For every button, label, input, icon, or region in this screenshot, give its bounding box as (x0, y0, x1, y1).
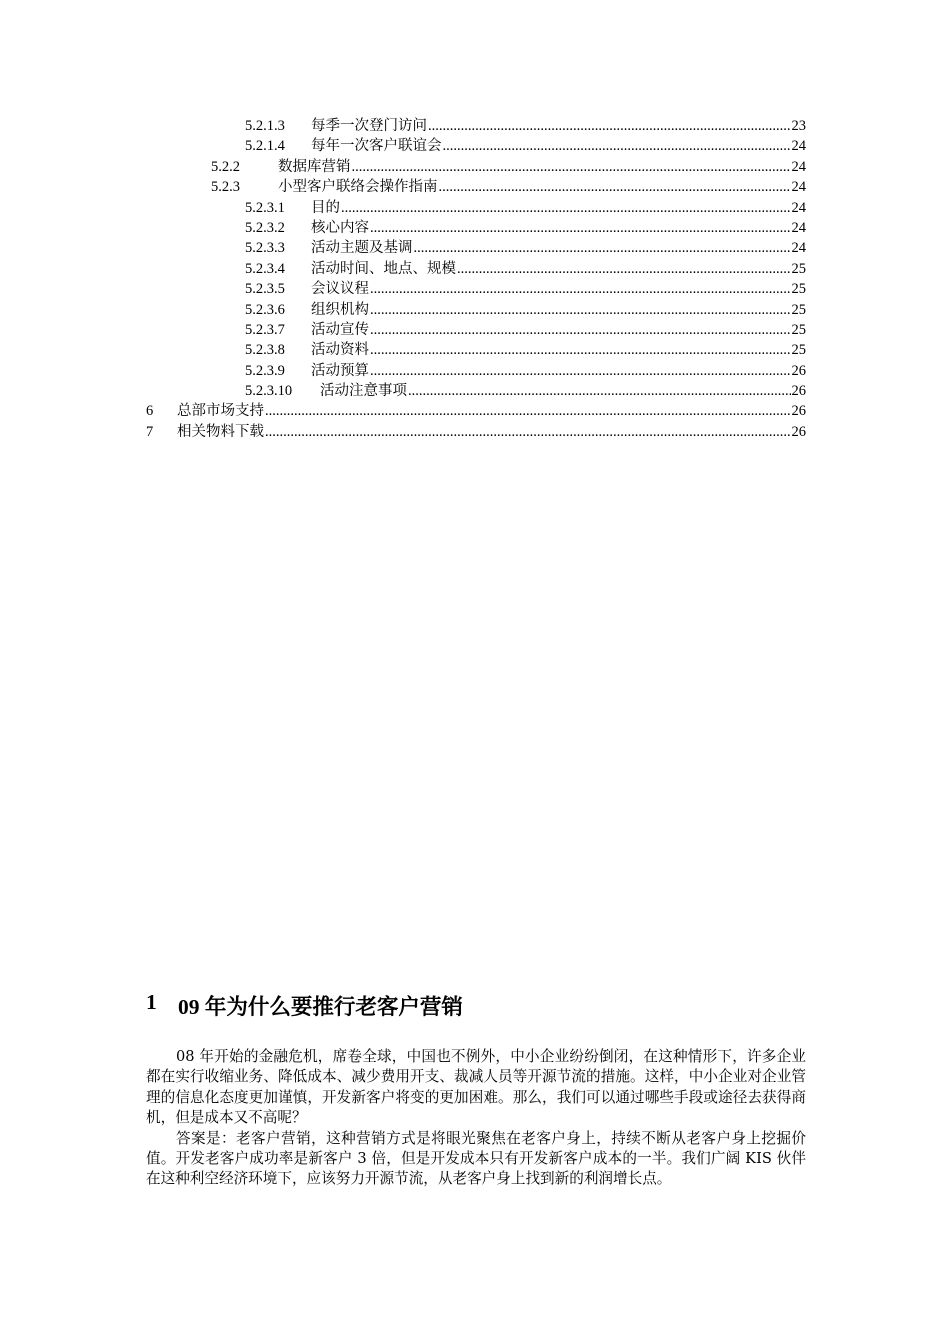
toc-entry[interactable] (0, 136, 806, 156)
toc-number: 6 (146, 403, 154, 420)
toc-leader (414, 238, 791, 258)
toc-entry[interactable] (0, 238, 806, 258)
toc-leader (370, 361, 791, 381)
toc-leader (439, 177, 791, 197)
toc-leader (443, 136, 791, 156)
toc-entry[interactable] (0, 198, 806, 218)
toc-title: 组织机构 (311, 301, 369, 318)
table-of-contents (0, 116, 950, 442)
paragraph: 答案是：老客户营销，这种营销方式是将眼光聚焦在老客户身上，持续不断从老客户身上挖掘价值。开发老客户成功率是新客户 3 倍，但是开发成本只有开发新客户成本的一半。我们广阔 KIS 伙伴在这种利空经济环境下，应该努力开源节流，从老客户身上找到新的利润增长点。 (146, 1129, 806, 1188)
section-heading (146, 990, 463, 1021)
toc-entry[interactable] (0, 381, 806, 401)
toc-number: 5.2.3 (211, 179, 240, 196)
toc-number: 5.2.3.2 (245, 219, 285, 236)
toc-number: 5.2.2 (211, 158, 240, 175)
toc-number: 5.2.1.3 (245, 118, 285, 134)
toc-number: 5.2.3.3 (245, 240, 285, 257)
toc-title: 目的 (311, 199, 340, 216)
toc-number: 5.2.3.9 (245, 362, 285, 379)
toc-page-number: 26 (791, 362, 806, 379)
toc-title: 核心内容 (311, 219, 369, 236)
toc-page-number: 26 (791, 423, 806, 440)
toc-title: 活动预算 (311, 362, 369, 379)
toc-leader (265, 422, 791, 442)
toc-title: 活动注意事项 (320, 383, 407, 400)
toc-leader (457, 259, 791, 279)
toc-page-number: 24 (791, 138, 806, 155)
toc-entry[interactable] (0, 157, 806, 177)
toc-page-number: 26 (791, 383, 806, 400)
toc-page-number: 24 (791, 240, 806, 257)
toc-leader (341, 198, 791, 218)
toc-entry[interactable] (0, 361, 806, 381)
toc-entry[interactable] (0, 259, 806, 279)
toc-number: 5.2.3.7 (245, 321, 285, 338)
section-title: 09 年为什么要推行老客户营销 (178, 995, 463, 1019)
toc-number: 5.2.3.4 (245, 260, 285, 277)
toc-leader (370, 218, 791, 238)
toc-page-number: 25 (791, 260, 806, 277)
toc-leader (428, 116, 791, 136)
toc-title: 每季一次登门访问 (311, 118, 427, 134)
section-body (146, 1047, 806, 1190)
toc-leader (408, 381, 791, 401)
toc-page-number: 24 (791, 179, 806, 196)
toc-page-number: 25 (791, 342, 806, 359)
toc-leader (265, 401, 791, 421)
toc-entry[interactable] (0, 116, 806, 136)
toc-entry[interactable] (0, 320, 806, 340)
toc-title: 总部市场支持 (177, 403, 264, 420)
toc-page-number: 25 (791, 281, 806, 298)
section-number: 1 (146, 990, 157, 1014)
toc-entry[interactable] (0, 218, 806, 238)
toc-page-number: 24 (791, 158, 806, 175)
toc-number: 5.2.3.1 (245, 199, 285, 216)
toc-entry[interactable] (0, 340, 806, 360)
toc-title: 活动时间、地点、规模 (311, 260, 456, 277)
toc-page-number: 25 (791, 321, 806, 338)
toc-page-number: 24 (791, 219, 806, 236)
toc-leader (370, 340, 791, 360)
toc-leader (370, 320, 791, 340)
toc-leader (352, 157, 791, 177)
toc-title: 相关物料下载 (177, 423, 264, 440)
toc-number: 5.2.3.10 (245, 383, 293, 400)
toc-leader (370, 300, 791, 320)
toc-page-number: 25 (791, 301, 806, 318)
toc-title: 活动宣传 (311, 321, 369, 338)
toc-title: 活动资料 (311, 342, 369, 359)
paragraph: 08 年开始的金融危机，席卷全球，中国也不例外，中小企业纷纷倒闭，在这种情形下，许多企业都在实行收缩业务、降低成本、减少费用开支、裁减人员等开源节流的措施。这样，中小企业对企业管理的信息化态度更加谨慎，开发新客户将变的更加困难。那么，我们可以通过哪些手段或途径去获得商机，但是成本又不高呢？ (146, 1048, 806, 1127)
toc-number: 5.2.3.5 (245, 281, 285, 298)
toc-title: 小型客户联络会操作指南 (278, 179, 438, 196)
toc-entry[interactable] (0, 300, 806, 320)
toc-leader (370, 279, 791, 299)
toc-page-number: 26 (791, 403, 806, 420)
toc-title: 会议议程 (311, 281, 369, 298)
toc-entry[interactable] (0, 177, 806, 197)
toc-number: 5.2.3.6 (245, 301, 285, 318)
toc-number: 5.2.3.8 (245, 342, 285, 359)
toc-title: 活动主题及基调 (311, 240, 413, 257)
toc-entry[interactable] (0, 422, 806, 442)
toc-page-number: 23 (791, 118, 806, 134)
toc-number: 7 (146, 423, 154, 440)
toc-number: 5.2.1.4 (245, 138, 285, 155)
toc-entry[interactable] (0, 279, 806, 299)
toc-page-number: 24 (791, 199, 806, 216)
toc-title: 数据库营销 (278, 158, 351, 175)
toc-entry[interactable] (0, 401, 806, 421)
toc-title: 每年一次客户联谊会 (311, 138, 442, 155)
